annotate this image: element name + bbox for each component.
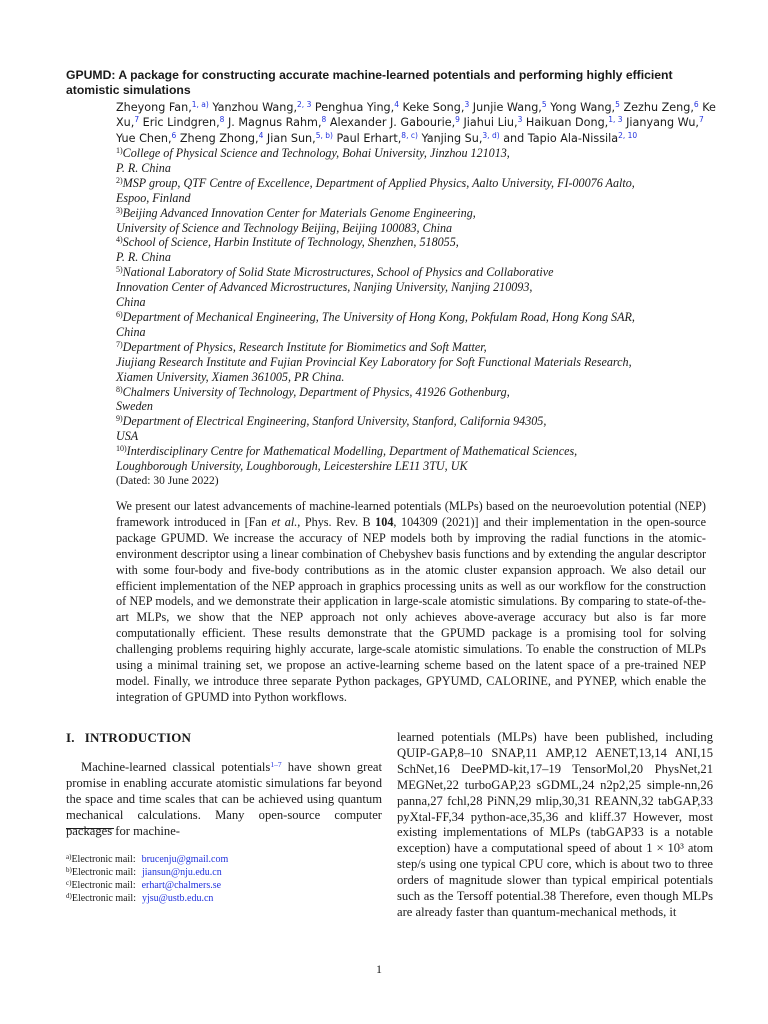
paper-title: GPUMD: A package for constructing accurate machine-learned potentials and performing highly efficient atomistic simulations: [66, 68, 673, 97]
author-affil-sup[interactable]: 7: [699, 115, 704, 125]
email-link[interactable]: yjsu@ustb.edu.cn: [141, 893, 214, 904]
affiliation-text: National Laboratory of Solid State Microstructures, School of Physics and Collaborative: [122, 265, 554, 280]
abstract: [116, 499, 706, 706]
footnote-label: Electronic mail:: [71, 893, 136, 904]
email-link[interactable]: brucenju@gmail.com: [141, 854, 229, 865]
author-name: Ke Xu,: [116, 101, 716, 130]
section-number: I.: [66, 730, 75, 745]
intro-text: have shown great promise in enabling accurate atomistic simulations far beyond the space and time scales that can be achieved using quantum mechanical calculations. Many open-source computer packages for machine-: [66, 759, 382, 838]
affiliation-number: 2): [116, 175, 123, 185]
affiliation-number: 4): [116, 235, 123, 245]
email-link[interactable]: jiansun@nju.edu.cn: [141, 867, 222, 878]
affiliation-text: Innovation Center of Advanced Microstructures, Nanjing University, Nanjing 210093,: [116, 280, 533, 295]
author-name: J. Magnus Rahm,: [224, 116, 322, 130]
left-column: [66, 730, 382, 839]
author-affil-sup[interactable]: 7: [134, 115, 140, 125]
affiliation: [116, 310, 716, 340]
author-affil-sup[interactable]: 4: [394, 100, 399, 109]
affiliation: [116, 235, 716, 265]
author-name: Paul Erhart,: [332, 131, 402, 145]
author-affil-sup[interactable]: 1, 3: [608, 115, 623, 125]
affiliation-text: University of Science and Technology Beijing, Beijing 100083, China: [116, 220, 453, 235]
author-name: Zezhu Zeng,: [619, 101, 694, 114]
affiliation-number: 10): [116, 444, 127, 454]
affiliation-text: MSP group, QTF Centre of Excellence, Department of Applied Physics, Aalto University, FI-00076 Aalto,: [122, 175, 635, 190]
author-affil-sup[interactable]: 8: [219, 115, 225, 125]
author-affil-sup[interactable]: 8, c): [401, 130, 418, 140]
author-name: Yue Chen,: [116, 131, 172, 145]
affiliation-number: 8): [116, 384, 123, 394]
footnote-mark: d): [66, 892, 72, 900]
abstract-etal: et al.: [271, 514, 298, 529]
footnote-label: Electronic mail:: [71, 880, 136, 891]
author-affil-sup[interactable]: 5, b): [315, 130, 333, 140]
affiliation: [116, 444, 716, 474]
right-column: [397, 730, 713, 921]
affiliation-text: School of Science, Harbin Institute of Technology, Shenzhen, 518055,: [122, 235, 459, 250]
author-name: Zheyong Fan,: [116, 101, 192, 114]
author-affil-sup[interactable]: 9: [455, 115, 460, 125]
affiliation-number: 6): [116, 309, 123, 319]
author-affil-sup[interactable]: 4: [258, 130, 264, 140]
email-link[interactable]: erhart@chalmers.se: [141, 880, 222, 891]
affiliation-text: College of Physical Science and Technology, Bohai University, Jinzhou 121013,: [122, 146, 510, 160]
affiliation-number: 7): [116, 339, 123, 349]
author-name: Jianyang Wu,: [622, 116, 699, 130]
affiliation-text: Department of Electrical Engineering, Stanford University, Stanford, California 94305,: [122, 414, 547, 429]
affiliation-text: China: [116, 295, 146, 310]
author-name: Penghua Ying,: [311, 101, 395, 114]
author-affil-sup[interactable]: 3: [517, 115, 523, 125]
affiliation-number: 5): [116, 265, 123, 275]
affiliation-number: 3): [116, 205, 123, 215]
affiliation: [116, 176, 716, 206]
footnote-list: [66, 853, 382, 905]
affiliation: [116, 385, 716, 415]
abstract-volume: 104: [375, 514, 394, 529]
author-name: Keke Song,: [399, 101, 465, 114]
affiliation-text: Interdisciplinary Centre for Mathematical Modelling, Department of Mathematical Sciences,: [126, 444, 578, 459]
author-list: [116, 100, 716, 146]
footnote: [66, 866, 382, 879]
affiliation-text: P. R. China: [116, 250, 171, 265]
author-name: Junjie Wang,: [469, 101, 542, 114]
author-affil-sup[interactable]: 5: [541, 100, 547, 109]
footnote: [66, 892, 382, 905]
affiliation-text: Beijing Advanced Innovation Center for Materials Genome Engineering,: [122, 205, 476, 220]
affiliation: [116, 265, 716, 310]
affiliation-text: Chalmers University of Technology, Department of Physics, 41926 Gothenburg,: [122, 384, 510, 399]
author-affil-sup[interactable]: 5: [615, 100, 620, 109]
affiliation: [116, 206, 716, 236]
author-affil-sup[interactable]: 6: [693, 100, 699, 109]
footnote-mark: b): [66, 866, 72, 874]
author-affil-sup[interactable]: 2, 3: [297, 100, 312, 109]
page-number: 1: [376, 962, 382, 976]
affiliation-text: USA: [116, 429, 139, 444]
section-title: INTRODUCTION: [84, 730, 192, 745]
author-name: Yanjing Su,: [417, 131, 483, 145]
affiliation-text: Espoo, Finland: [116, 190, 191, 205]
author-affil-sup[interactable]: 3, d): [482, 130, 500, 140]
author-affil-sup[interactable]: 2, 10: [618, 130, 638, 140]
affiliation-text: Jiujiang Research Institute and Fujian Provincial Key Laboratory for Soft Functional Materials Research,: [116, 354, 632, 369]
intro-text: Machine-learned classical potentials: [81, 759, 271, 774]
author-affil-sup[interactable]: 3: [464, 100, 470, 109]
affiliation-text: China: [116, 324, 146, 339]
affiliation-text: Loughborough University, Loughborough, Leicestershire LE11 3TU, UK: [116, 459, 468, 474]
author-name: Jian Sun,: [263, 131, 316, 145]
affiliation-text: Department of Mechanical Engineering, The University of Hong Kong, Pokfulam Road, Hong Kong SAR,: [122, 309, 635, 324]
affiliation-list: [116, 146, 716, 474]
author-affil-sup[interactable]: 1, a): [191, 100, 209, 109]
footnote: [66, 853, 382, 866]
abstract-text: , Phys. Rev. B: [297, 514, 376, 529]
abstract-text: We present our latest advancements of machine-learned potentials (MLPs) based on the neuroevolution potential (NEP) framework introduced in [Fan: [116, 499, 706, 529]
author-name: and Tapio Ala-Nissila: [499, 131, 619, 145]
affiliation: [116, 340, 716, 385]
author-name: Zheng Zhong,: [176, 131, 259, 145]
intro-paragraph-continued: learned potentials (MLPs) have been published, including QUIP-GAP,8–10 SNAP,11 AMP,12 AENET,13,14 ANI,15 SchNet,16 DeePMD-kit,17–19 TensorMol,20 PhysNet,21 MEGNet,22 turboGAP,23 sGDML,24 n2p2,25 simple-nn,26 panna,27 fchl,28 PiNN,29 mlip,30,31 REANN,32 tabGAP,33 pyXtal-FF,34 python-ace,35,36 and kliff.37 However, most existing implementations of MLPs (tabGAP33 is a notable exception) have a computational speed of about 1 × 10³ atom step/s using one typical CPU core, which is about two to three orders of magnitude slower than typical empirical potentials such as the Tersoff potential.38 Therefore, even though MLPs are already faster than quantum-mechanical methods, it: [397, 730, 713, 919]
affiliation-number: 9): [116, 414, 123, 424]
affiliation-text: P. R. China: [116, 160, 171, 175]
author-name: Eric Lindgren,: [139, 116, 220, 130]
affiliation-text: Sweden: [116, 399, 153, 414]
author-affil-sup[interactable]: 8: [321, 115, 327, 125]
affiliation: [116, 146, 716, 176]
abstract-text: , 104309 (2021)] and their implementation in the open-source package GPUMD. We increase the accuracy of NEP models both by improving the radial functions in the atomic-environment descriptor using a linear combination of Chebyshev basis functions and by extending the angular descriptor with some four-body and five-body contributions as in the atomic cluster expansion approach. We also detail our efficient implementation of the NEP approach in graphics processing units as well as our workflow for the construction of NEP models, and we demonstrate their application in large-scale atomistic simulations. By comparing to state-of-the-art MLPs, we show that the NEP approach not only achieves above-average accuracy but also is far more computationally efficient. These results demonstrate that the GPUMD package is a promising tool for solving challenging problems requiring highly accurate, large-scale atomistic simulations. To enable the construction of MLPs using a minimal training set, we propose an active-learning scheme based on the latent space of a pre-trained NEP model. Finally, we introduce three separate Python packages, GPYUMD, CALORINE, and PYNEP, which enable the integration of GPUMD into Python workflows.: [116, 514, 706, 704]
author-name: Jiahui Liu,: [459, 116, 518, 130]
citation-link[interactable]: 1–7: [270, 759, 282, 769]
author-name: Haikuan Dong,: [522, 116, 609, 130]
affiliation-text: Department of Physics, Research Institute for Biomimetics and Soft Matter,: [122, 339, 487, 354]
author-name: Alexander J. Gabourie,: [326, 116, 456, 130]
footnote-label: Electronic mail:: [71, 867, 136, 878]
footnote-mark: a): [66, 853, 72, 861]
affiliation: [116, 414, 716, 444]
footnote-mark: c): [66, 879, 72, 887]
author-name: Yanzhou Wang,: [208, 101, 298, 114]
section-heading: [66, 730, 382, 746]
affiliation-text: Xiamen University, Xiamen 361005, PR China.: [116, 369, 345, 384]
footnote-rule: [66, 828, 114, 829]
author-affil-sup[interactable]: 6: [171, 130, 177, 140]
affiliation-number: 1): [116, 146, 123, 155]
footnote: [66, 879, 382, 892]
author-name: Yong Wang,: [546, 101, 616, 114]
date-line: (Dated: 30 June 2022): [116, 475, 219, 487]
footnote-label: Electronic mail:: [71, 854, 136, 865]
